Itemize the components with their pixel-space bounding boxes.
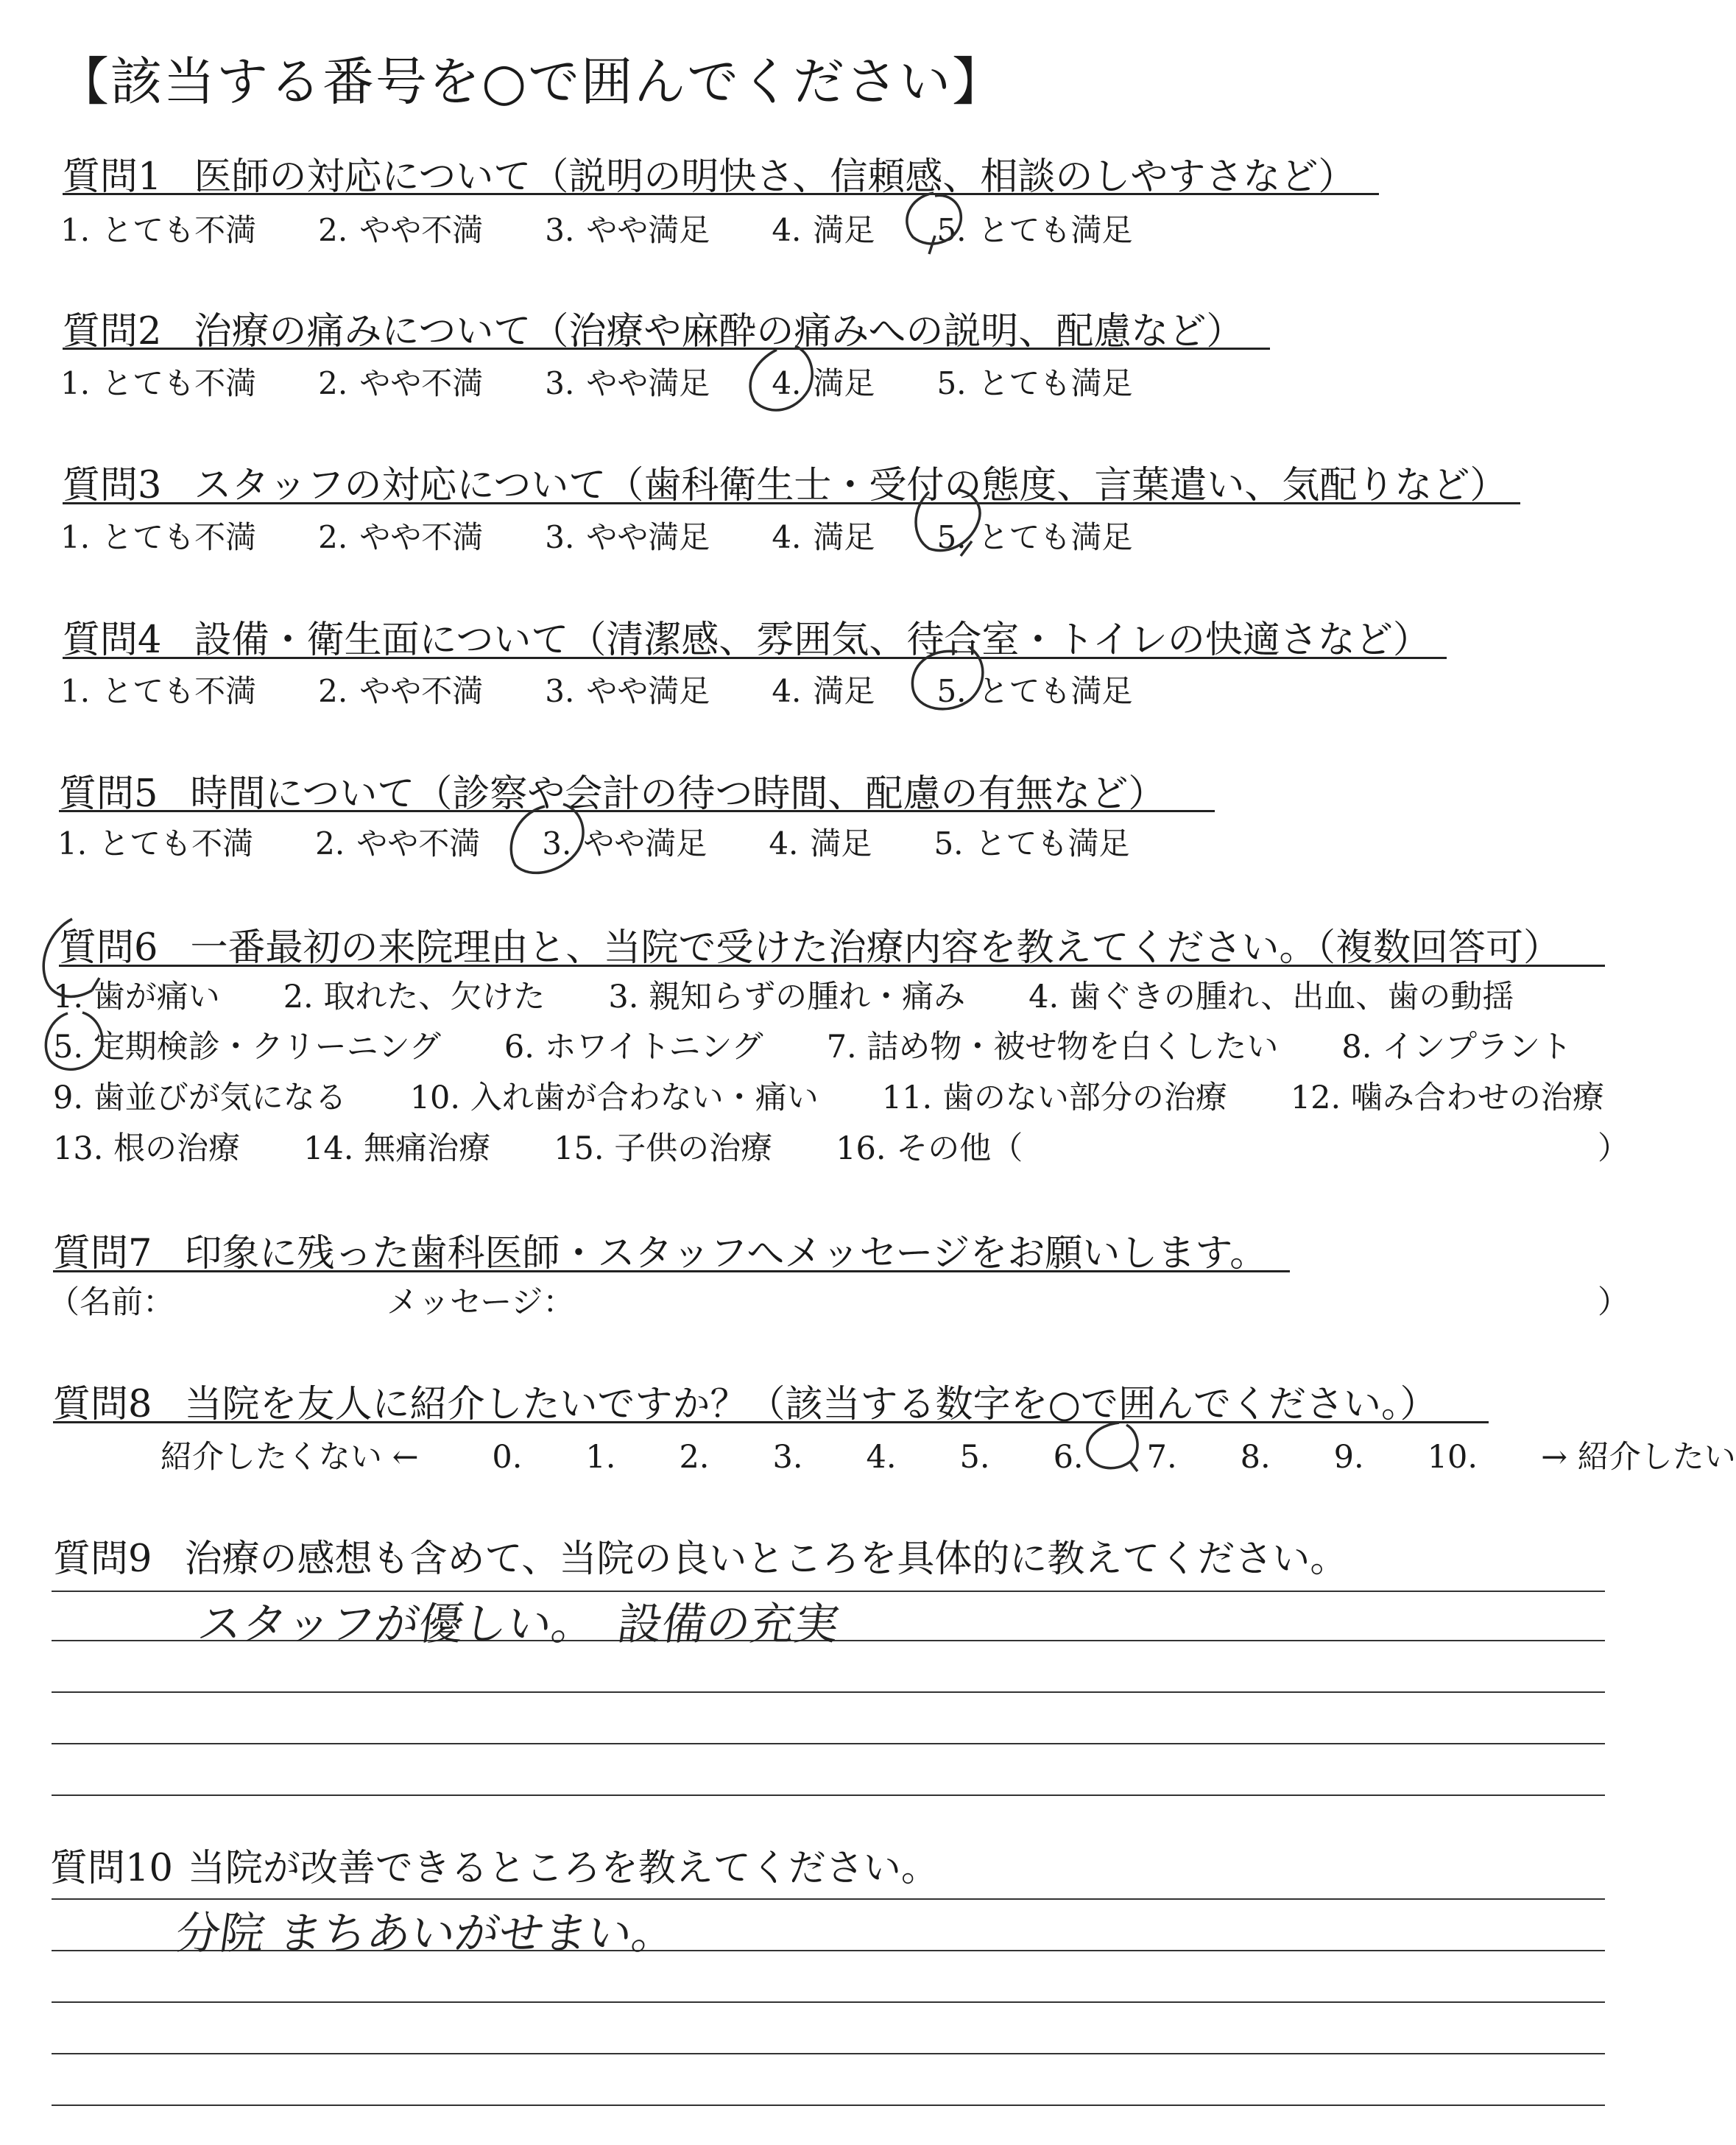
scale-option-4[interactable]: [772, 212, 875, 248]
question-4-text: 設備・衛生面について（清潔感、雰囲気、待合室・トイレの快適さなど）: [194, 619, 1430, 662]
scale-option-number: 4.: [772, 519, 802, 555]
q10-handwritten-answer: 分院 まちあいがせまい。: [172, 1908, 680, 1959]
reason-label: 歯ぐきの腫れ、出血、歯の動揺: [1068, 979, 1514, 1015]
scale-option-label: やや不満: [356, 825, 481, 862]
scale-option-number: 3.: [545, 519, 575, 555]
scale-option-number: 5.: [936, 673, 967, 709]
question-2-underline: [63, 348, 1270, 350]
recommend-scale: [160, 1432, 1736, 1477]
scale-option-2[interactable]: [318, 212, 483, 248]
reason-label: 詰め物・被せ物を白くしたい: [867, 1029, 1279, 1066]
question-7-label: 質問7: [53, 1232, 152, 1275]
question-8-label: 質問8: [53, 1383, 152, 1426]
scale-option-label: やや不満: [359, 365, 484, 401]
reason-label: 歯のない部分の治療: [942, 1079, 1227, 1116]
scale-option-3[interactable]: [542, 825, 707, 862]
question-6: [59, 917, 1561, 971]
reason-num: 4.: [1028, 979, 1059, 1015]
question-7-underline: [53, 1270, 1290, 1272]
scale-option-label: やや満足: [586, 212, 710, 248]
reason-num: 13.: [53, 1130, 104, 1167]
scale-option-5[interactable]: [936, 365, 1132, 401]
scale-option-label: やや満足: [586, 519, 710, 555]
question-2-options: [60, 359, 1133, 404]
reason-row-1: [53, 972, 1514, 1017]
recommend-option-6[interactable]: 6.: [1053, 1439, 1084, 1476]
reason-label: 親知らずの腫れ・痛み: [649, 979, 966, 1015]
question-10-text: 当院が改善できるところを教えてください。: [187, 1847, 939, 1890]
reason-num: 10.: [409, 1079, 461, 1116]
recommend-option-5[interactable]: 5.: [959, 1439, 990, 1476]
scale-option-3[interactable]: [545, 673, 710, 709]
q9-writing-line: [52, 1743, 1605, 1744]
scale-option-number: 3.: [545, 212, 575, 248]
scale-option-number: 1.: [57, 825, 88, 862]
reason-label: 定期検診・クリーニング: [93, 1029, 441, 1066]
question-3-underline: [63, 502, 1520, 504]
reason-num: 1.: [53, 979, 84, 1015]
question-2: [63, 300, 1243, 355]
recommend-option-4[interactable]: 4.: [866, 1439, 897, 1476]
reason-num: 15.: [554, 1130, 604, 1167]
reason-label: 噛み合わせの治療: [1350, 1079, 1604, 1116]
scale-option-2[interactable]: [318, 519, 483, 555]
scale-option-4[interactable]: [772, 519, 875, 555]
q9-handwritten-answer: スタッフが優しい。 設備の充実: [194, 1599, 843, 1650]
scale-option-label: とても不満: [102, 365, 257, 401]
scale-option-label: とても満足: [978, 673, 1133, 709]
scale-option-4[interactable]: [772, 673, 875, 709]
question-4: [63, 609, 1430, 663]
scale-option-4[interactable]: [769, 825, 872, 862]
reason-label: 無痛治療: [364, 1130, 491, 1167]
question-5-label: 質問5: [59, 772, 158, 816]
reason-row-4: [53, 1124, 1023, 1169]
q7-name-field[interactable]: （名前：: [48, 1284, 174, 1321]
reason-num: 11.: [881, 1079, 933, 1116]
scale-option-number: 2.: [318, 212, 348, 248]
scale-option-number: 1.: [60, 212, 91, 248]
scale-option-1[interactable]: [60, 365, 256, 401]
question-3-options: [60, 513, 1133, 557]
question-5-options: [57, 820, 1130, 864]
scale-option-label: 満足: [810, 825, 872, 862]
scale-option-label: 満足: [813, 673, 875, 709]
question-10: [50, 1837, 939, 1892]
q7-close: ）: [1598, 1284, 1629, 1321]
question-4-underline: [63, 657, 1447, 659]
recommend-option-9[interactable]: 9.: [1333, 1439, 1364, 1476]
scale-option-number: 1.: [60, 365, 91, 401]
question-8: [53, 1373, 1437, 1428]
scale-option-5[interactable]: [936, 212, 1132, 248]
q9-writing-line: [52, 1691, 1605, 1693]
reason-num: 2.: [283, 979, 314, 1015]
scale-option-5[interactable]: [934, 825, 1129, 862]
reason-other-close: ）: [1598, 1130, 1629, 1167]
question-10-label: 質問10: [50, 1847, 173, 1890]
reason-num: 9.: [53, 1079, 84, 1116]
question-9: [53, 1528, 1347, 1582]
scale-option-label: やや満足: [586, 365, 710, 401]
scale-option-label: 満足: [813, 519, 875, 555]
reason-label: 入れ歯が合わない・痛い: [470, 1079, 819, 1116]
question-3: [63, 454, 1507, 509]
scale-option-number: 5.: [936, 519, 967, 555]
reason-label: 根の治療: [113, 1130, 241, 1167]
question-8-underline: [53, 1421, 1489, 1423]
question-3-text: スタッフの対応について（歯科衛生士・受付の態度、言葉遣い、気配りなど）: [194, 464, 1508, 507]
question-1-underline: [63, 193, 1379, 195]
scale-option-number: 2.: [315, 825, 345, 862]
scale-option-1[interactable]: [60, 519, 256, 555]
scale-option-label: とても不満: [102, 212, 257, 248]
scale-option-label: とても不満: [99, 825, 254, 862]
reason-num: 14.: [303, 1130, 354, 1167]
scale-option-label: やや満足: [586, 673, 710, 709]
reason-row-3: [53, 1073, 1604, 1118]
scale-option-1[interactable]: [60, 212, 256, 248]
scale-option-3[interactable]: [545, 212, 710, 248]
scale-option-label: 満足: [813, 212, 875, 248]
question-4-options: [60, 667, 1133, 711]
reason-num: 5.: [53, 1029, 84, 1066]
scale-option-2[interactable]: [318, 365, 483, 401]
scale-option-number: 2.: [318, 365, 348, 401]
scale-option-number: 5.: [936, 365, 967, 401]
question-7: [53, 1222, 1267, 1277]
question-7-text: 印象に残った歯科医師・スタッフへメッセージをお願いします。: [184, 1232, 1268, 1275]
reason-label: 歯並びが気になる: [93, 1079, 347, 1116]
scale-option-number: 5.: [934, 825, 964, 862]
scale-option-2[interactable]: [318, 673, 483, 709]
question-1-text: 医師の対応について（説明の明快さ、信頼感、相談のしやすさなど）: [194, 155, 1356, 199]
question-1-options: [60, 206, 1133, 250]
question-4-label: 質問4: [63, 619, 162, 662]
scale-option-number: 2.: [318, 519, 348, 555]
recommend-option-3[interactable]: 3.: [772, 1439, 803, 1476]
reason-label: 取れた、欠けた: [323, 979, 546, 1015]
scale-option-number: 4.: [772, 365, 802, 401]
reason-label: その他（: [896, 1130, 1023, 1167]
q9-writing-line: [52, 1794, 1605, 1796]
scale-option-label: とても満足: [978, 519, 1133, 555]
scale-option-label: とても不満: [102, 519, 257, 555]
reason-num: 8.: [1341, 1029, 1372, 1066]
question-6-label: 質問6: [59, 926, 158, 970]
question-5-underline: [59, 810, 1215, 812]
scale-option-number: 4.: [772, 673, 802, 709]
scale-option-label: とても満足: [975, 825, 1130, 862]
scale-option-3[interactable]: [545, 365, 710, 401]
scale-option-number: 1.: [60, 519, 91, 555]
recommend-option-10[interactable]: 10.: [1427, 1439, 1478, 1476]
scale-option-label: やや不満: [359, 673, 484, 709]
reason-num: 7.: [826, 1029, 857, 1066]
scale-option-number: 2.: [318, 673, 348, 709]
scale-option-label: とても満足: [978, 212, 1133, 248]
recommend-left-label: 紹介したくない ←: [160, 1439, 419, 1476]
reason-num: 3.: [608, 979, 639, 1015]
reason-num: 6.: [504, 1029, 534, 1066]
scale-option-number: 1.: [60, 673, 91, 709]
recommend-option-8[interactable]: 8.: [1240, 1439, 1271, 1476]
question-5-text: 時間について（診察や会計の待つ時間、配慮の有無など）: [190, 772, 1166, 816]
scale-option-1[interactable]: [57, 825, 253, 862]
scale-option-2[interactable]: [315, 825, 480, 862]
scale-option-label: やや満足: [583, 825, 708, 862]
reason-label: 歯が痛い: [93, 979, 220, 1015]
question-9-label: 質問9: [53, 1538, 152, 1581]
scale-option-5[interactable]: [936, 519, 1132, 555]
scale-option-5[interactable]: [936, 673, 1132, 709]
recommend-option-0[interactable]: 0.: [492, 1439, 523, 1476]
question-6-underline: [59, 965, 1605, 967]
recommend-option-1[interactable]: 1.: [585, 1439, 616, 1476]
reason-row-2: [53, 1022, 1572, 1067]
recommend-right-label: → 紹介したい: [1541, 1439, 1736, 1476]
recommend-option-7[interactable]: 7.: [1146, 1439, 1177, 1476]
scale-option-label: やや不満: [359, 519, 484, 555]
q7-message-field[interactable]: メッセージ：: [387, 1284, 575, 1321]
scale-option-3[interactable]: [545, 519, 710, 555]
scale-option-number: 4.: [769, 825, 799, 862]
question-1: [63, 146, 1355, 200]
question-1-label: 質問1: [63, 155, 162, 199]
scale-option-number: 3.: [545, 365, 575, 401]
question-2-label: 質問2: [63, 310, 162, 353]
q10-writing-line: [52, 2105, 1605, 2106]
scale-option-label: 満足: [813, 365, 875, 401]
recommend-option-2[interactable]: 2.: [679, 1439, 710, 1476]
reason-num: 12.: [1290, 1079, 1341, 1116]
scale-option-label: やや不満: [359, 212, 484, 248]
question-5: [59, 763, 1165, 817]
question-9-text: 治療の感想も含めて、当院の良いところを具体的に教えてください。: [184, 1538, 1348, 1581]
scale-option-number: 3.: [542, 825, 572, 862]
page-title: 【該当する番号を○で囲んでください】: [57, 52, 1006, 112]
reason-label: インプラント: [1382, 1029, 1573, 1066]
scale-option-number: 3.: [545, 673, 575, 709]
scale-option-4[interactable]: [772, 365, 875, 401]
reason-num: 16.: [836, 1130, 886, 1167]
reason-label: 子供の治療: [614, 1130, 773, 1167]
reason-label: ホワイトニング: [544, 1029, 763, 1066]
scale-option-number: 4.: [772, 212, 802, 248]
question-6-text: 一番最初の来院理由と、当院で受けた治療内容を教えてください。（複数回答可）: [190, 926, 1561, 970]
scale-option-label: とても不満: [102, 673, 257, 709]
question-2-text: 治療の痛みについて（治療や麻酔の痛みへの説明、配慮など）: [194, 310, 1244, 353]
question-3-label: 質問3: [63, 464, 162, 507]
q10-writing-line: [52, 2001, 1605, 2003]
scale-option-label: とても満足: [978, 365, 1133, 401]
scale-option-number: 5.: [936, 212, 967, 248]
scale-option-1[interactable]: [60, 673, 256, 709]
q10-writing-line: [52, 2053, 1605, 2054]
question-8-text: 当院を友人に紹介したいですか？（該当する数字を○で囲んでください。）: [184, 1383, 1438, 1426]
